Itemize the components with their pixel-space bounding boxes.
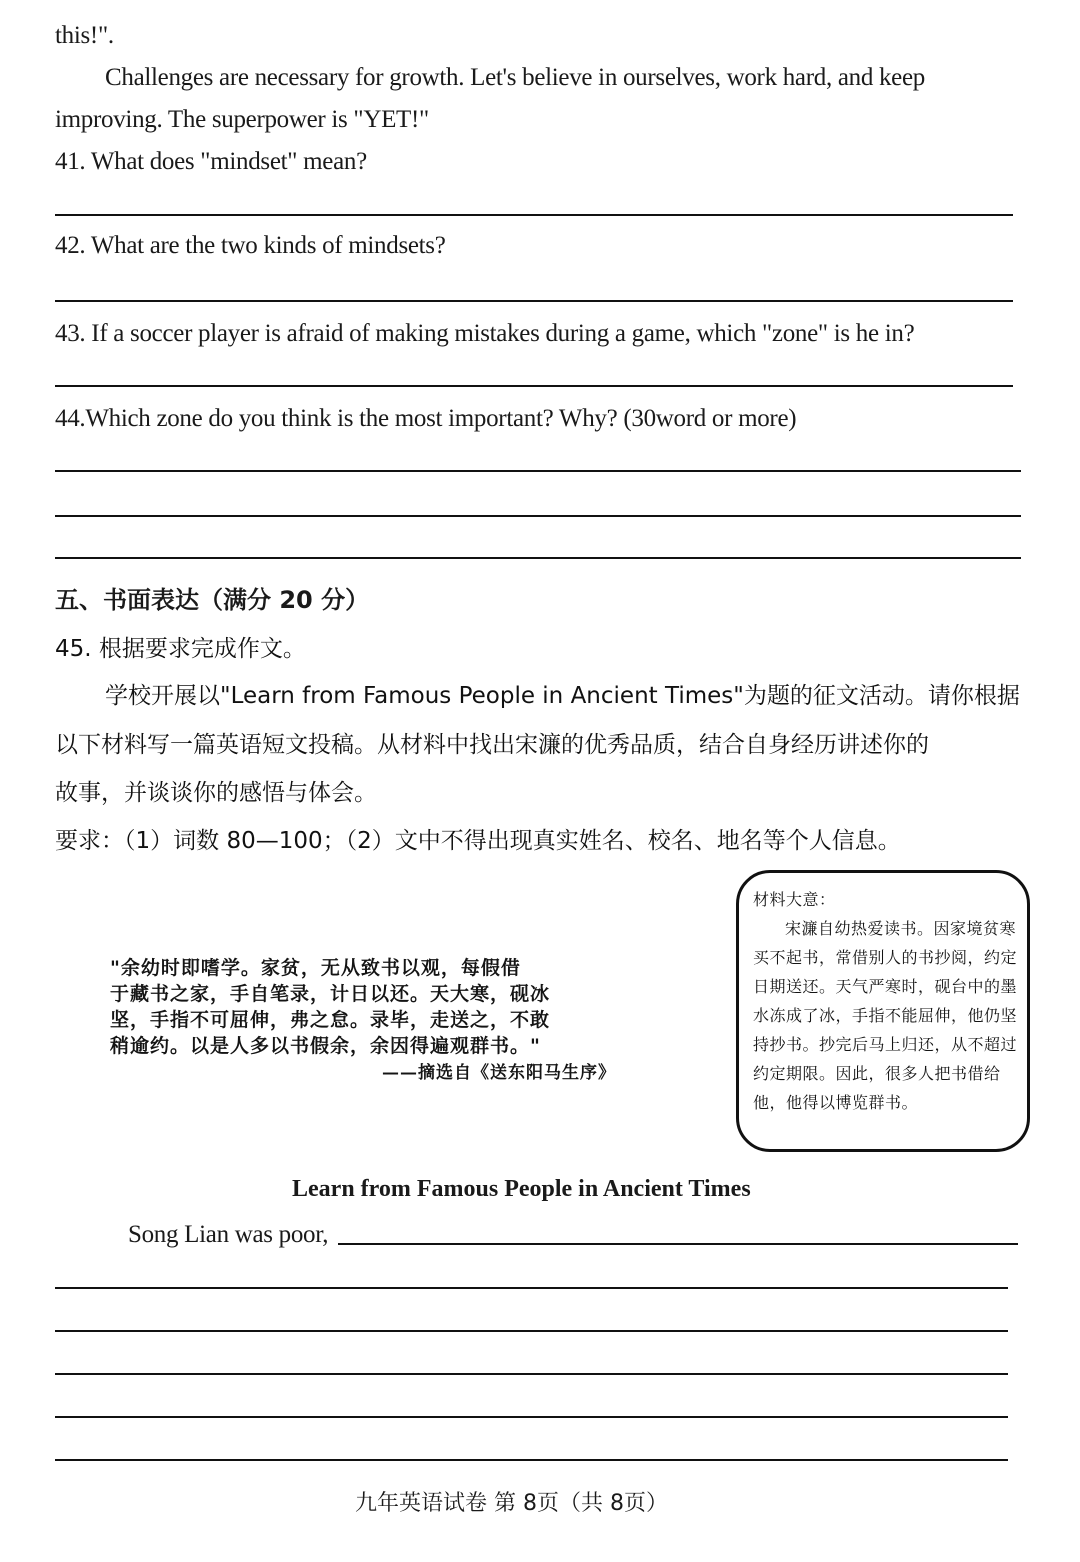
material-body: 宋濂自幼热爱读书。因家境贫寒买不起书，常借别人的书抄阅，约定日期送还。天气严寒时，砚台中的墨水冻成了冰，手指不能屈伸，他仍坚持抄书。抄完后马上归还，从不超过约定期限。因此，很多人把书借给他，他得以博览群书。: [753, 919, 1018, 1112]
question-44: 44.Which zone do you think is the most important? Why? (30word or more): [55, 405, 797, 432]
answer-line-41[interactable]: [55, 214, 1013, 216]
material-title: 材料大意：: [753, 890, 836, 909]
essay-line-2[interactable]: [55, 1330, 1008, 1332]
passage-line-2: improving. The superpower is "YET!": [55, 106, 429, 133]
quote-line-2: 于藏书之家，手自笔录，计日以还。天大寒，砚冰: [110, 983, 551, 1005]
question-43: 43. If a soccer player is afraid of making mistakes during a game, which "zone" is he in?: [55, 320, 915, 347]
essay-starter: Song Lian was poor,: [128, 1221, 329, 1248]
answer-line-44c[interactable]: [55, 557, 1021, 559]
essay-line-4[interactable]: [55, 1416, 1008, 1418]
quote-line-3: 坚，手指不可屈伸，弗之怠。录毕，走送之，不敢: [110, 1009, 551, 1031]
answer-line-43[interactable]: [55, 385, 1013, 387]
quote-line-4: 稍逾约。以是人多以书假余，余因得遍观群书。": [110, 1035, 541, 1057]
quote-line-1: "余幼时即嗜学。家贫，无从致书以观，每假借: [110, 957, 521, 979]
answer-line-44b[interactable]: [55, 515, 1021, 517]
passage-fragment: this!".: [55, 22, 114, 49]
passage-line-1: Challenges are necessary for growth. Let's believe in ourselves, work hard, and keep: [105, 64, 925, 91]
prompt-line-2: 以下材料写一篇英语短文投稿。从材料中找出宋濂的优秀品质，结合自身经历讲述你的: [55, 732, 929, 758]
essay-line-1[interactable]: [55, 1287, 1008, 1289]
essay-line-5[interactable]: [55, 1459, 1008, 1461]
essay-title: Learn from Famous People in Ancient Times: [292, 1176, 751, 1202]
essay-line-3[interactable]: [55, 1373, 1008, 1375]
section-heading: 五、书面表达（满分 20 分）: [55, 586, 370, 614]
quote-source: ——摘选自《送东阳马生序》: [382, 1063, 616, 1083]
essay-line-0[interactable]: [338, 1243, 1018, 1245]
prompt-line-3: 故事，并谈谈你的感悟与体会。: [55, 780, 377, 806]
answer-line-44a[interactable]: [55, 470, 1021, 472]
page-footer: 九年英语试卷 第 8页（共 8页）: [355, 1491, 668, 1516]
question-42: 42. What are the two kinds of mindsets?: [55, 232, 446, 259]
question-41: 41. What does "mindset" mean?: [55, 148, 367, 175]
answer-line-42[interactable]: [55, 300, 1013, 302]
material-box: [736, 870, 1030, 1152]
prompt-line-1: 学校开展以"Learn from Famous People in Ancient Times"为题的征文活动。请你根据: [105, 683, 1020, 709]
question-45-label: 45. 根据要求完成作文。: [55, 636, 306, 662]
requirements: 要求：（1）词数 80—100；（2）文中不得出现真实姓名、校名、地名等个人信息。: [55, 828, 901, 854]
